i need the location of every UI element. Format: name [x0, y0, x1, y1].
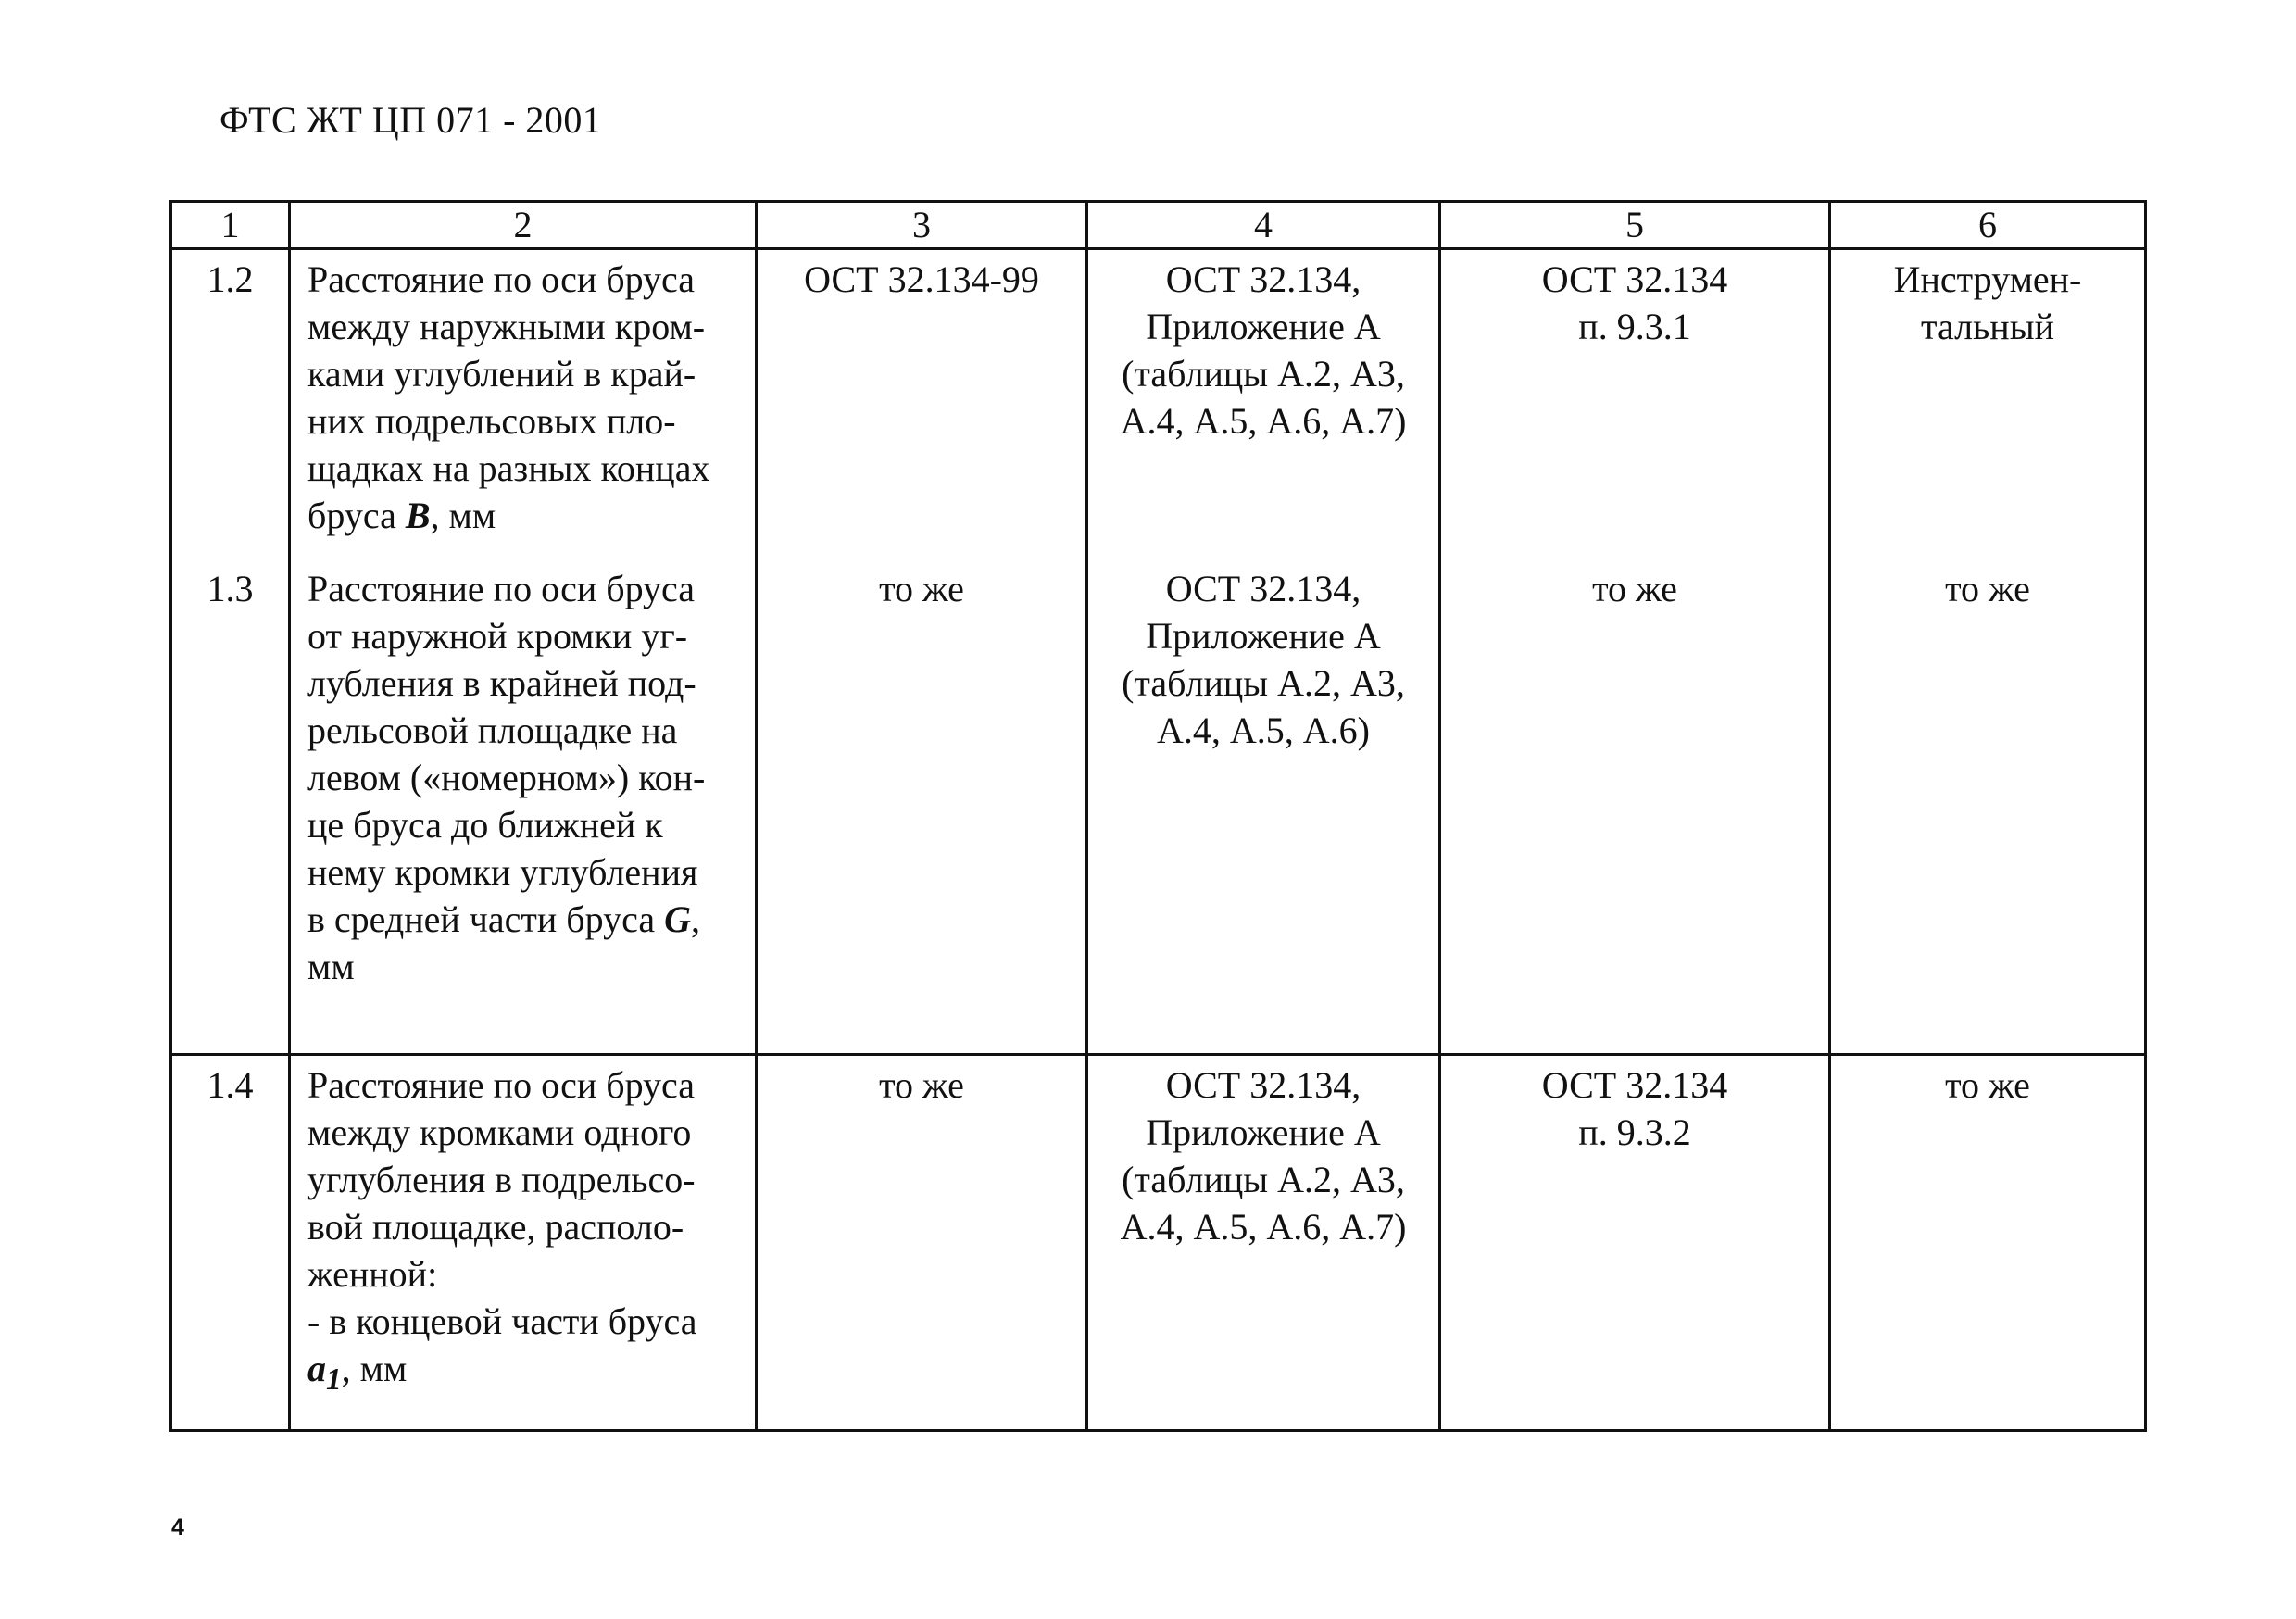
table-row — [171, 249, 2146, 566]
description-line: женной: — [307, 1253, 438, 1295]
description-line: рельсовой площадке на — [307, 709, 678, 751]
description-line: мм — [307, 946, 355, 987]
cell-line: А.4, А.5, А.6) — [1157, 709, 1370, 751]
parameter-description — [290, 1055, 757, 1431]
description-line: лубления в крайней под- — [307, 662, 696, 704]
cell-line: п. 9.3.2 — [1578, 1111, 1691, 1153]
description-line: углубления в подрельсо- — [307, 1159, 696, 1200]
cell-line: то же — [1592, 568, 1677, 609]
column-number-row — [171, 202, 2146, 249]
cell-line: (таблицы А.2, А3, — [1122, 353, 1405, 395]
cell-line: то же — [879, 568, 964, 609]
cell-line: п. 9.3.1 — [1578, 306, 1691, 347]
cell-line: то же — [1945, 568, 2030, 609]
requirement-reference — [1087, 565, 1440, 1055]
cell-line: (таблицы А.2, А3, — [1122, 662, 1405, 704]
page-number: 4 — [171, 1514, 184, 1540]
table-row — [171, 1055, 2146, 1431]
column-number: 3 — [757, 202, 1087, 249]
description-line: Расстояние по оси бруса — [307, 258, 696, 300]
cell-line: Инструмен- — [1893, 258, 2082, 300]
cell-line: А.4, А.5, А.6, А.7) — [1120, 400, 1407, 442]
cell-line: Приложение А — [1146, 1111, 1381, 1153]
cell-line: ОСТ 32.134-99 — [804, 258, 1039, 300]
cell-line: А.4, А.5, А.6, А.7) — [1120, 1206, 1407, 1248]
specification-table — [169, 200, 2147, 1432]
table-row — [171, 565, 2146, 1055]
requirement-reference — [1087, 1055, 1440, 1431]
test-method-reference — [1440, 249, 1830, 566]
control-type — [1830, 565, 2146, 1055]
standard-reference — [757, 1055, 1087, 1431]
column-number: 4 — [1087, 202, 1440, 249]
standard-reference — [757, 249, 1087, 566]
test-method-reference — [1440, 565, 1830, 1055]
description-line: нему кромки углубления — [307, 851, 698, 893]
row-number: 1.3 — [171, 565, 290, 1055]
column-number: 5 — [1440, 202, 1830, 249]
column-number: 2 — [290, 202, 757, 249]
description-line: це бруса до ближней к — [307, 804, 663, 846]
description-line: Расстояние по оси бруса — [307, 568, 696, 609]
document-code: ФТС ЖТ ЦП 071 - 2001 — [220, 99, 602, 141]
control-type — [1830, 249, 2146, 566]
description-line: от наружной кромки уг- — [307, 615, 688, 657]
cell-line: ОСТ 32.134, — [1165, 568, 1361, 609]
cell-line: тальный — [1921, 306, 2054, 347]
test-method-reference — [1440, 1055, 1830, 1431]
description-line: между кромками одного — [307, 1111, 692, 1153]
description-line: вой площадке, располо- — [307, 1206, 684, 1248]
cell-line: то же — [1945, 1064, 2030, 1106]
cell-line: ОСТ 32.134, — [1165, 1064, 1361, 1106]
parameter-description — [290, 249, 757, 566]
cell-line: Приложение А — [1146, 306, 1381, 347]
cell-line: то же — [879, 1064, 964, 1106]
requirement-reference — [1087, 249, 1440, 566]
description-line: левом («номерном») кон- — [307, 757, 706, 798]
description-line: Расстояние по оси бруса — [307, 1064, 696, 1106]
description-line: ками углублений в край- — [307, 353, 696, 395]
cell-line: Приложение А — [1146, 615, 1381, 657]
description-line: в средней части бруса G, — [307, 898, 701, 940]
row-number: 1.2 — [171, 249, 290, 566]
column-number: 1 — [171, 202, 290, 249]
cell-line: ОСТ 32.134 — [1541, 258, 1728, 300]
cell-line: (таблицы А.2, А3, — [1122, 1159, 1405, 1200]
cell-line: ОСТ 32.134, — [1165, 258, 1361, 300]
description-line: между наружными кром- — [307, 306, 706, 347]
row-number: 1.4 — [171, 1055, 290, 1431]
description-line: - в концевой части бруса — [307, 1300, 697, 1342]
description-line: бруса B, мм — [307, 495, 496, 536]
column-number: 6 — [1830, 202, 2146, 249]
parameter-description — [290, 565, 757, 1055]
standard-reference — [757, 565, 1087, 1055]
description-line: $a_1$, мм — [307, 1348, 408, 1397]
description-line: щадках на разных концах — [307, 447, 710, 489]
description-line: них подрельсовых пло- — [307, 400, 676, 442]
cell-line: ОСТ 32.134 — [1541, 1064, 1728, 1106]
control-type — [1830, 1055, 2146, 1431]
